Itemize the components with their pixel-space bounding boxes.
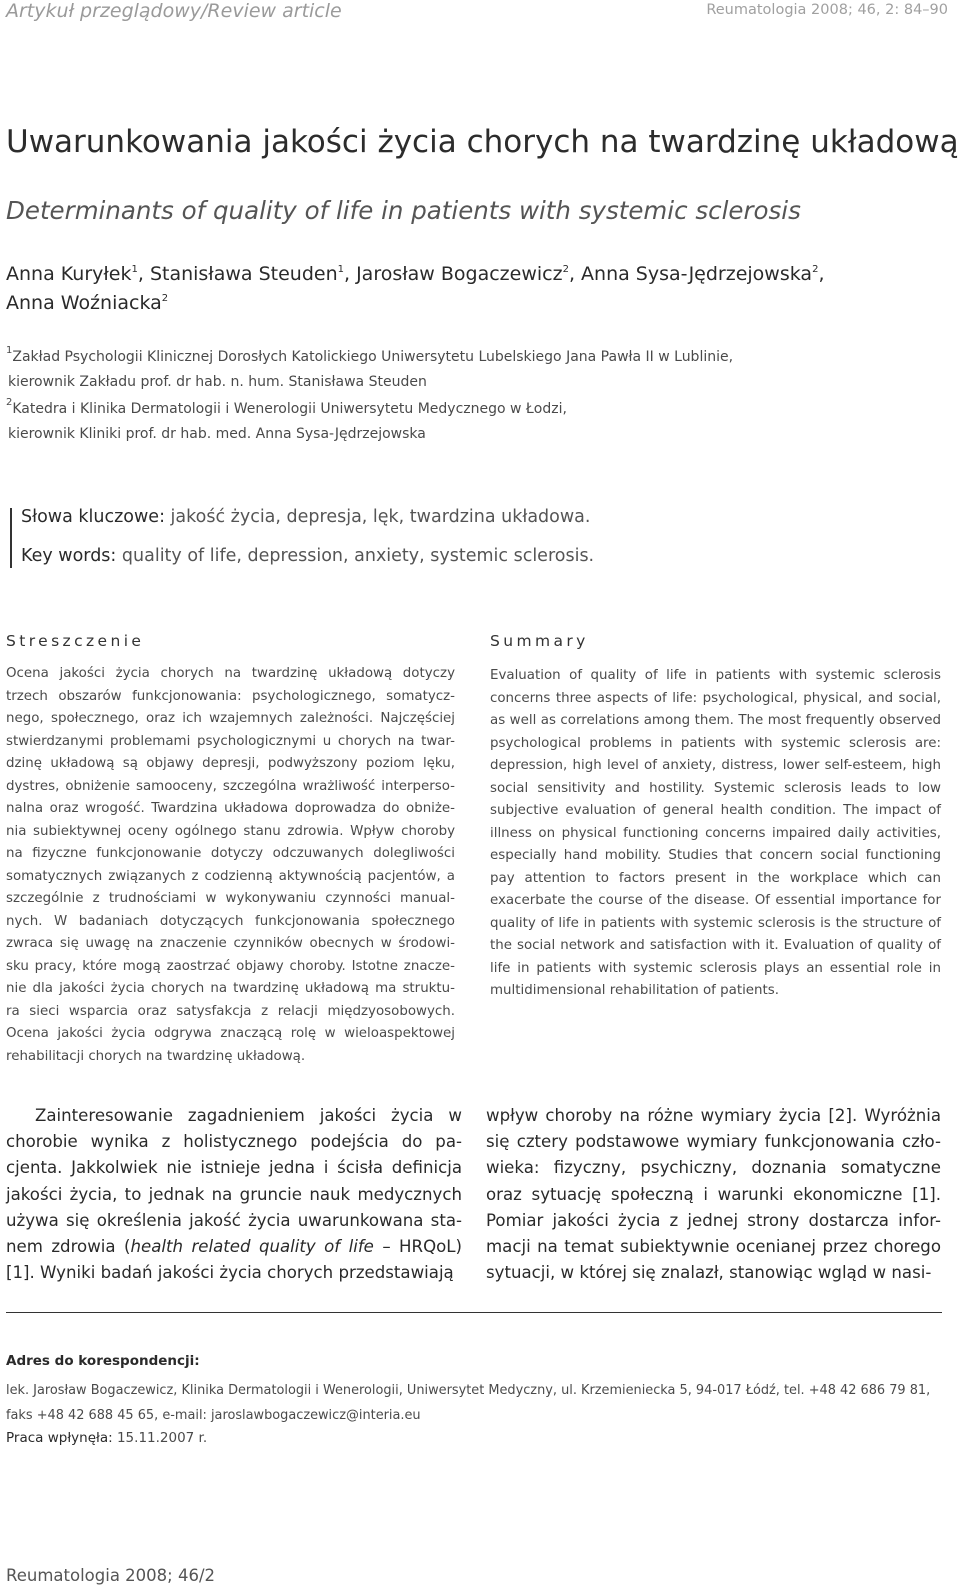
correspondence-address: [6, 1378, 942, 1428]
affiliation-2: [6, 397, 936, 447]
text-line: trzech obszarów funkcjonowania: psychologicznego, somatycz-: [6, 688, 455, 704]
summary-heading: Summary: [490, 632, 589, 650]
affiliation-line: kierownik Zakładu prof. dr hab. n. hum. Stanisława Steuden: [8, 374, 427, 390]
article-type-label: Artykuł przeglądowy/Review article: [6, 0, 342, 22]
correspondence-line: faks +48 42 688 45 65, e-mail: jaroslawbogaczewicz@interia.eu: [6, 1408, 421, 1423]
body-line: używa się określenia jakość życia uwarunkowana sta-: [6, 1210, 462, 1230]
text-line: oraz sytuację społeczną i warunki ekonomiczne [1].: [486, 1184, 941, 1204]
text-line: Ocena jakości życia odgrywa znaczącą rolę w wieloaspektowej: [6, 1026, 455, 1041]
body-italic-term: health related quality of life: [130, 1237, 374, 1257]
author-name: Anna Kuryłek: [6, 263, 132, 285]
text-line: a szczególnie z trudnościami w wykonywaniu czynności manual-: [6, 868, 455, 906]
text-line: workplace which can exacerbate the course of the disease. Of: [490, 870, 941, 908]
correspondence-line: lek. Jarosław Bogaczewicz, Klinika Dermatologii i Wenerologii, Uniwersytet Medyczny, ul. Krzemieniecka 5, 94-017 Łódź, tel. +48 42 686 79 81,: [6, 1383, 931, 1398]
body-line: Zainteresowanie zagadnieniem jakości życia: [35, 1106, 434, 1125]
streszczenie-text: [6, 663, 455, 1068]
affiliation-1: [6, 345, 936, 395]
body-column-right: [486, 1103, 941, 1286]
text-line: as well as correlations among them. The most frequently: [490, 713, 875, 728]
text-line: dystres, obniżenie samooceny, szczególna wrażliwość interperso-: [6, 778, 455, 794]
author-affiliation-mark: 2: [562, 264, 569, 275]
text-line: Evaluation of quality of life in patients with systemic sclerosis: [490, 668, 941, 683]
text-line: with it. Evaluation of quality of life in patients with systemic: [490, 938, 941, 976]
body-column-left: [6, 1103, 462, 1286]
text-line: self-esteem, high social sensitivity and hostility. Systemic: [490, 758, 941, 796]
text-line: wpływ choroby na różne wymiary życia [2]. Wyróżnia: [486, 1106, 941, 1125]
keywords-english: [21, 546, 594, 566]
text-line: dzinę układową są objawy depresji, podwyższony poziom lęku,: [6, 756, 455, 771]
keywords-text: jakość życia, depresja, lęk, twardzina układowa.: [170, 507, 591, 527]
text-line: nia subiektywnej oceny ogólnego stanu zdrowia. Wpływ choroby: [6, 823, 455, 839]
author-name: Stanisława Steuden: [149, 263, 338, 285]
streszczenie-heading: Streszczenie: [6, 632, 145, 650]
received-label: Praca wpłynęła:: [6, 1430, 113, 1446]
affiliation-mark: 1: [6, 345, 13, 356]
text-line: Ocena jakości życia chorych na twardzinę układową dotyczy: [6, 666, 455, 681]
affiliation-line: Katedra i Klinika Dermatologii i Wenerologii Uniwersytetu Medycznego w Łodzi,: [12, 401, 567, 417]
received-date: [6, 1430, 207, 1446]
text-line: się cztery podstawowe wymiary funkcjonowania czło-: [486, 1132, 941, 1152]
text-line: of patients.: [702, 983, 780, 998]
journal-citation: Reumatologia 2008; 46, 2: 84–90: [706, 2, 948, 18]
keywords-label: Słowa kluczowe:: [21, 507, 165, 527]
text-line: condition. The impact of illness on physical functioning concerns: [490, 803, 941, 841]
text-line: nego, społecznego, oraz ich wzajemnych zależności. Najczęściej: [6, 711, 455, 726]
author-name: Anna Woźniacka: [6, 292, 162, 314]
correspondence-heading: Adres do korespondencji:: [6, 1353, 200, 1369]
text-line: sclerosis are: depression, high level of anxiety, distress, lower: [490, 735, 941, 773]
footnote-divider: [6, 1312, 942, 1313]
text-line: sytuacji, w której się znalazł, stanowiąc wgląd w nasi-: [486, 1263, 932, 1283]
text-line: concern social functioning pay attention to factors present in the: [490, 848, 941, 886]
article-title: Uwarunkowania jakości życia chorych na twardzinę układową: [6, 124, 959, 160]
text-line: essential importance for quality of life in patients with systemic: [490, 893, 941, 931]
text-line: zwraca się uwagę na znaczenie czynników obecnych w środowi-: [6, 936, 455, 951]
author-affiliation-mark: 1: [337, 264, 344, 275]
body-line: w chorobie wynika z holistycznego podejścia do pa-: [6, 1106, 462, 1152]
text-line: stwierdzanymi problemami psychologicznymi u chorych na twar-: [6, 733, 455, 749]
body-line: cjenta. Jakkolwiek nie istnieje jedna i ścisła definicja: [6, 1158, 462, 1178]
affiliation-mark: 2: [6, 397, 13, 408]
author-affiliation-mark: 1: [131, 264, 138, 275]
author-name: Jarosław Bogaczewicz: [356, 263, 563, 285]
body-line: [1]. Wyniki badań jakości życia chorych przedstawiają: [6, 1263, 454, 1283]
text-line: ra sieci wsparcia oraz satysfakcja z relacji międzyosobowych.: [6, 1003, 455, 1019]
affiliation-line: kierownik Kliniki prof. dr hab. med. Anna Sysa-Jędrzejowska: [8, 426, 426, 442]
text-line: nie dla jakości życia chorych na twardzinę układową ma struktu-: [6, 981, 455, 996]
author-list: Anna Kuryłek$^1$, Stanisława Steuden$^1$, Jarosław Bogaczewicz$^2$, Anna Sysa-Jędrzejowska$^2$, Anna Woźniacka$^2$: [6, 263, 825, 314]
keywords-label: Key words:: [21, 546, 117, 566]
text-line: concerns three aspects of life: psychological, physical, and social,: [490, 690, 941, 706]
page-footer: Reumatologia 2008; 46/2: [6, 1566, 216, 1585]
text-line: macji na temat subiektywnie ocenianej przez chorego: [486, 1237, 941, 1257]
keywords-rule: [10, 508, 12, 568]
text-line: sclerosis leads to low subjective evaluation of general health: [490, 780, 941, 818]
text-line: nych. W badaniach dotyczących funkcjonowania społecznego: [6, 913, 455, 929]
author-affiliation-mark: 2: [812, 264, 819, 275]
summary-text: [490, 665, 941, 1003]
body-paragraph: [6, 1103, 462, 1286]
keywords-text: quality of life, depression, anxiety, systemic sclerosis.: [121, 546, 595, 566]
body-line: – HRQoL): [373, 1237, 463, 1257]
author-name: Anna Sysa-Jędrzejowska: [581, 263, 813, 285]
text-line: wieka: fizyczny, psychiczny, doznania somatyczne: [486, 1158, 941, 1178]
article-subtitle: Determinants of quality of life in patients with systemic sclerosis: [6, 196, 801, 225]
keywords-polish: [21, 507, 590, 527]
text-line: impaired daily activities, especially hand mobility. Studies that: [490, 825, 941, 863]
received-value: 15.11.2007 r.: [116, 1430, 208, 1446]
text-line: rehabilitacji chorych na twardzinę układową.: [6, 1048, 306, 1064]
text-line: sclerosis plays an essential role in multidimensional rehabilitation: [490, 960, 941, 998]
body-line: jakości życia, to jednak na gruncie nauk medycznych: [6, 1184, 462, 1204]
text-line: sclerosis is the structure of the social network and satisfaction: [490, 915, 941, 953]
text-line: observed psychological problems in patients with systemic: [490, 713, 942, 751]
author-affiliation-mark: 2: [161, 293, 169, 304]
text-line: Pomiar jakości życia z jednej strony dostarcza infor-: [486, 1210, 941, 1230]
text-line: somatycznych związanych z codzienną aktywnością pacjentów,: [6, 868, 441, 884]
affiliation-line: Zakład Psychologii Klinicznej Dorosłych Katolickiego Uniwersytetu Lubelskiego Jana Pawła II w Lublinie,: [12, 349, 734, 365]
text-line: nalna oraz wrogość. Twardzina układowa doprowadza do obniże-: [6, 801, 455, 816]
body-line: nem zdrowia (: [6, 1237, 131, 1257]
text-line: na fizyczne funkcjonowanie dotyczy odczuwanych dolegliwości: [6, 846, 455, 861]
text-line: sku pracy, które mogą zaostrzać objawy choroby. Istotne znacze-: [6, 958, 455, 974]
